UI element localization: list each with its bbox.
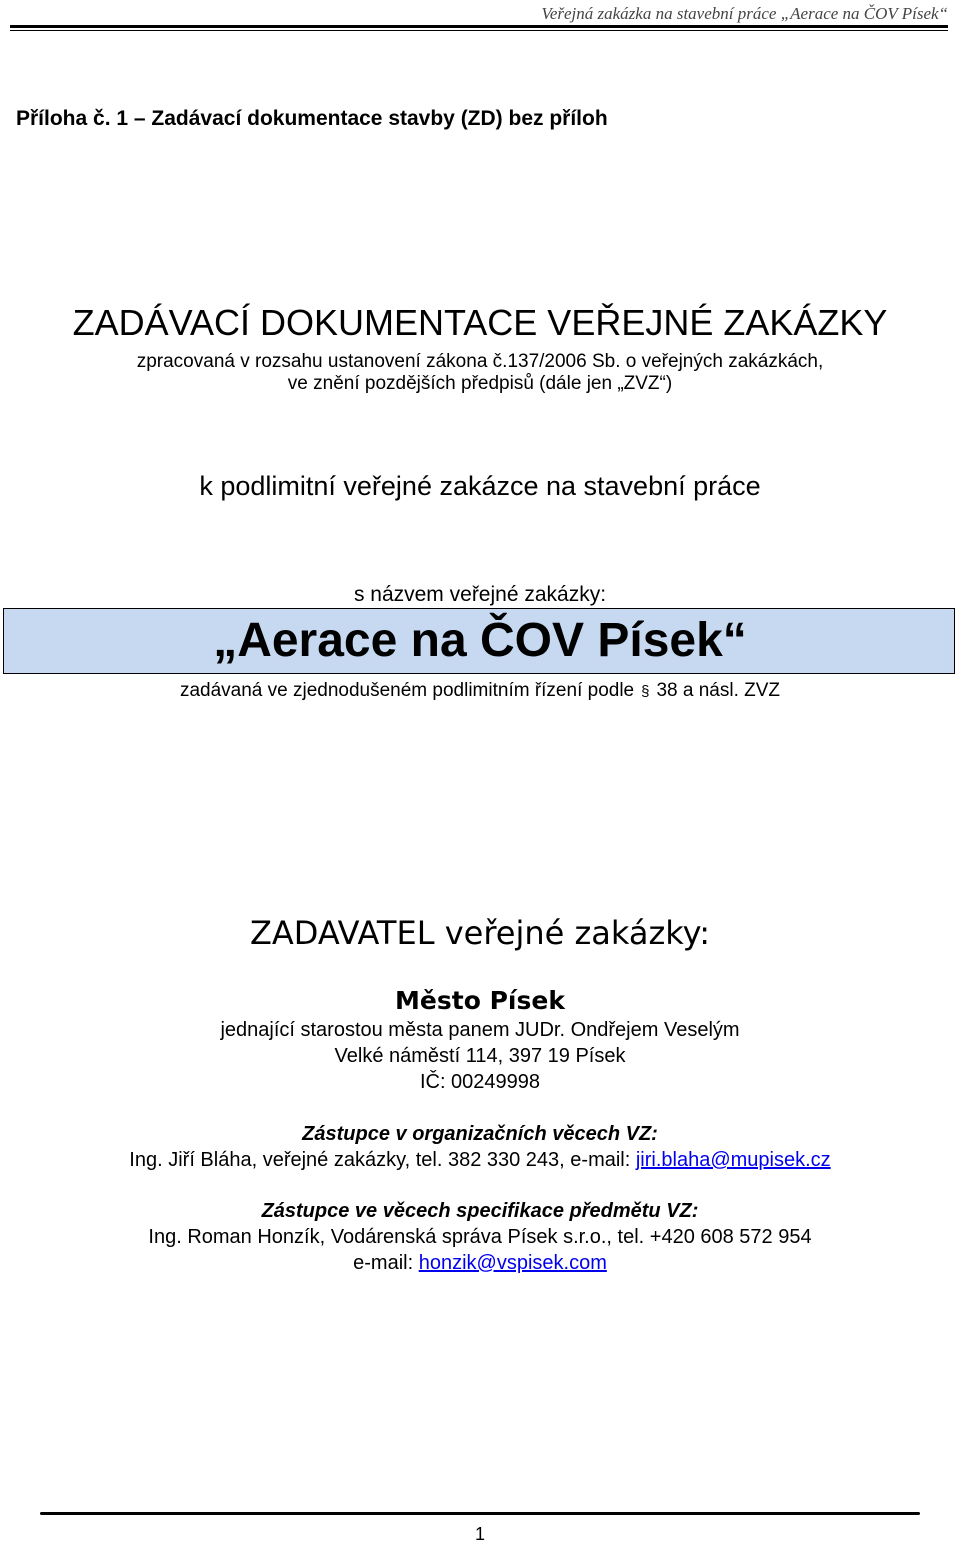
specification-representative-heading: Zástupce ve věcech specifikace předmětu VZ: (261, 1200, 699, 1222)
contract-name-intro: s názvem veřejné zakázky: (353, 583, 607, 606)
procedure-line (0, 680, 960, 702)
procedure-reference: 38 a násl. ZVZ (656, 680, 781, 701)
header-rule (10, 25, 948, 28)
annex-title: Příloha č. 1 – Zadávací dokumentace stavby (ZD) bez příloh (16, 107, 608, 130)
specification-representative-email-link[interactable]: honzik@vspisek.com (418, 1252, 607, 1274)
email-label: e-mail: (353, 1252, 419, 1274)
contracting-authority-heading: ZADAVATEL veřejné zakázky: (249, 914, 711, 952)
running-header: Veřejná zakázka na stavební práce „Aerace na ČOV Písek“ (541, 4, 948, 23)
authority-address: Velké náměstí 114, 397 19 Písek (334, 1045, 626, 1067)
footer-rule (40, 1512, 920, 1515)
specification-representative-contact: Ing. Roman Honzík, Vodárenská správa Písek s.r.o., tel. +420 608 572 954 (148, 1226, 812, 1248)
authority-representative: jednající starostou města panem JUDr. Ondřejem Veselým (220, 1019, 740, 1041)
specification-representative-email-line (0, 1252, 960, 1275)
contracting-authority-name: Město Písek (395, 986, 565, 1015)
procedure-text: zadávaná ve zjednodušeném podlimitním řízení podle (179, 680, 635, 701)
organizational-representative-heading: Zástupce v organizačních věcech VZ: (302, 1123, 658, 1145)
page-number: 1 (474, 1524, 485, 1544)
organizational-representative-email-link[interactable]: jiri.blaha@mupisek.cz (635, 1149, 831, 1171)
project-name: „Aerace na ČOV Písek“ (213, 614, 747, 667)
document-subtitle-line2: ve znění pozdějších předpisů (dále jen „ZVZ“) (287, 373, 673, 394)
organizational-representative-text: Ing. Jiří Bláha, veřejné zakázky, tel. 382 330 243, e-mail: (129, 1149, 636, 1171)
section-sign: § (641, 683, 650, 700)
authority-company-id: IČ: 00249998 (419, 1071, 541, 1093)
document-title: ZADÁVACÍ DOKUMENTACE VEŘEJNÉ ZAKÁZKY (72, 302, 888, 343)
header-rule-thin (10, 30, 948, 31)
contract-type: k podlimitní veřejné zakázce na stavební práce (199, 471, 761, 501)
organizational-representative-contact (0, 1149, 960, 1172)
document-subtitle-line1: zpracovaná v rozsahu ustanovení zákona č.137/2006 Sb. o veřejných zakázkách, (136, 351, 824, 372)
